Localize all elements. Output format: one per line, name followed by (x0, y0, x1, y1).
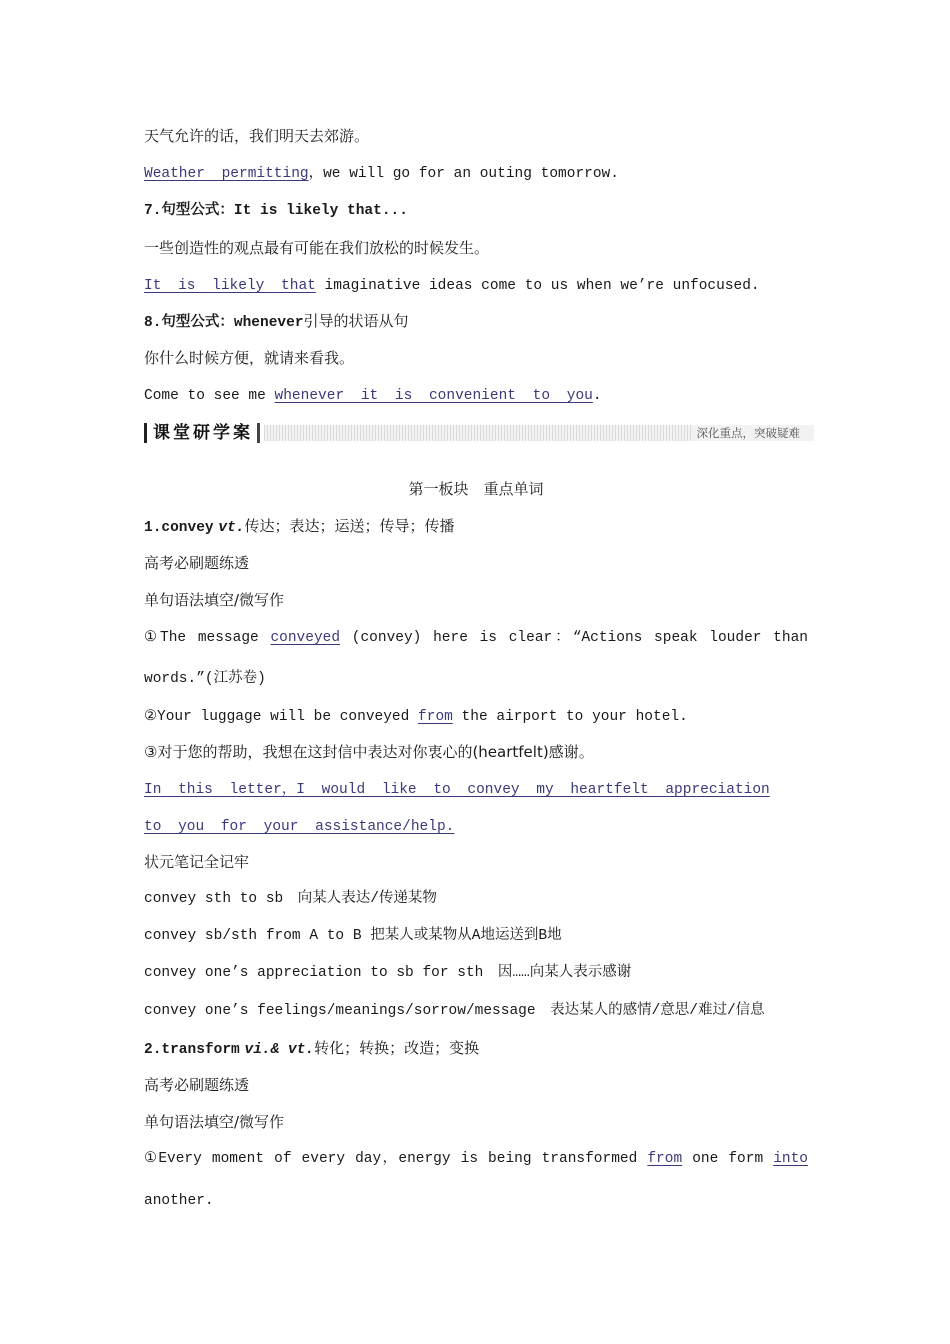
section-title: 第一板块 重点单词 (408, 480, 544, 498)
note-item: convey sb/sth from A to B 把某人或某物从A地运送到B地 (144, 928, 562, 944)
exercise-item-3: ③对于您的帮助，我想在这封信中表达对你衷心的(heartfelt)感谢。 (144, 743, 594, 761)
subheading-practice: 高考必刷题练透 (144, 554, 250, 572)
answer-blank: from (418, 709, 453, 725)
exercise-item-1: ①Every moment of every day，energy is being transformed from one form into (144, 1151, 808, 1167)
answer-blank: conveyed (270, 630, 341, 646)
note-item: convey sth to sb 向某人表达/传递某物 (144, 891, 437, 907)
exercise-item-3-answer (144, 780, 808, 800)
note-item: convey one’s appreciation to sb for sth 因……向某人表示感谢 (144, 965, 632, 981)
section-banner (144, 422, 814, 444)
heading-pattern-8: 8.句型公式：whenever引导的状语从句 (144, 312, 409, 331)
answer-blank: Weather permitting (144, 166, 309, 182)
exercise-item-2: ②Your luggage will be conveyed from the airport to your hotel. (144, 709, 688, 725)
note-item: convey one’s feelings/meanings/sorrow/message 表达某人的感情/意思/难过/信息 (144, 1003, 765, 1019)
banner-stripe (264, 425, 814, 441)
subheading-notes: 状元笔记全记牢 (144, 853, 250, 871)
heading-pattern-7: 7.句型公式：It is likely that... (144, 203, 408, 219)
answer-blank: to you for your assistance/help. (144, 819, 455, 835)
word-heading-convey: 1.convey vt.传达；表达；运送；传导；传播 (144, 517, 455, 536)
sentence-en-ideas: It is likely that imaginative ideas come to us when we’re unfocused. (144, 278, 760, 294)
sentence-cn-visit: 你什么时候方便，就请来看我。 (144, 349, 355, 367)
answer-blank: whenever it is convenient to you (274, 388, 593, 404)
subheading-exercise-type: 单句语法填空/微写作 (144, 1113, 285, 1131)
exercise-item-3-answer-cont (144, 817, 808, 837)
sentence-cn-weather: 天气允许的话，我们明天去郊游。 (144, 127, 370, 145)
exercise-item-1: ①The message conveyed (convey) here is clear：“Actions speak louder than (144, 630, 808, 646)
answer-blank: It is likely that (144, 278, 316, 294)
subheading-practice: 高考必刷题练透 (144, 1076, 250, 1094)
sentence-cn-ideas: 一些创造性的观点最有可能在我们放松的时候发生。 (144, 239, 490, 257)
exercise-item-1-cont: words.”(江苏卷) (144, 671, 266, 687)
sentence-en-weather: Weather permitting，we will go for an outing tomorrow. (144, 166, 619, 182)
sentence-en-visit: Come to see me whenever it is convenient to you. (144, 388, 602, 404)
answer-blank: into (773, 1151, 808, 1167)
banner-subtitle: 深化重点，突破疑难 (691, 425, 815, 441)
word-heading-transform: 2.transform vi.& vt.转化；转换；改造；变换 (144, 1039, 480, 1058)
banner-title: 课堂研学案 (144, 423, 260, 443)
answer-blank: In this letter，I would like to convey my heartfelt appreciation (144, 782, 770, 798)
exercise-item-1-cont: another. (144, 1193, 214, 1209)
answer-blank: from (647, 1151, 683, 1167)
subheading-exercise-type: 单句语法填空/微写作 (144, 591, 285, 609)
